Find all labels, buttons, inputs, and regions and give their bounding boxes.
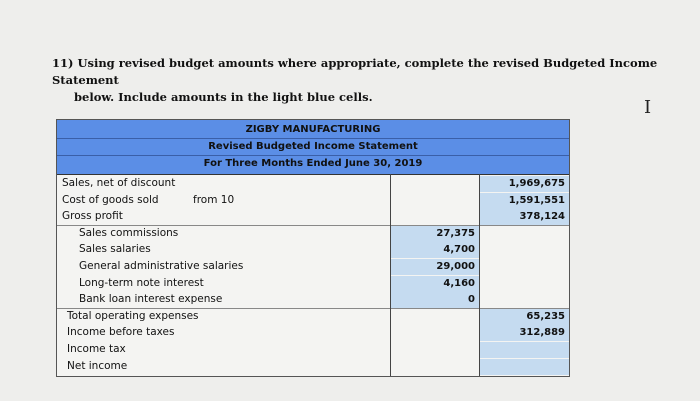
- amount-cell-col2[interactable]: [480, 242, 569, 258]
- question-line-2: below. Include amounts in the light blue cells.: [74, 90, 373, 104]
- table-row: [57, 342, 569, 358]
- table-row: [57, 292, 569, 308]
- table-row: [57, 325, 569, 341]
- amount-cell-col2[interactable]: [480, 342, 569, 358]
- amount-cell-col1[interactable]: [391, 176, 479, 192]
- amount-cell-col1[interactable]: [391, 342, 479, 358]
- table-row: [57, 193, 569, 209]
- amount-cell-col1[interactable]: [391, 359, 479, 375]
- amount-cell-col2[interactable]: [480, 226, 569, 242]
- table-row: [57, 309, 569, 325]
- row-label: General administrative salaries: [79, 260, 244, 272]
- statement-period: For Three Months Ended June 30, 2019: [203, 158, 423, 169]
- question-text: [52, 55, 700, 106]
- amount-cell-col2[interactable]: 1,969,675: [480, 176, 569, 192]
- table-row: [57, 242, 569, 258]
- amount-cell-col1[interactable]: 4,700: [391, 242, 479, 258]
- row-label: Gross profit: [62, 210, 123, 223]
- amount-cell-col1[interactable]: 4,160: [391, 276, 479, 292]
- amount-cell-col2[interactable]: 65,235: [480, 309, 569, 325]
- amount-cell-col2[interactable]: [480, 359, 569, 375]
- amount-cell-col1[interactable]: [391, 209, 479, 225]
- amount-cell-col1[interactable]: [391, 325, 479, 341]
- question-line-1: 11) Using revised budget amounts where appropriate, complete the revised Budgeted Income Statement: [52, 56, 658, 87]
- amount-cell-col2[interactable]: [480, 276, 569, 292]
- row-note: from 10: [193, 193, 235, 206]
- row-label: Net income: [67, 359, 128, 372]
- table-row: [57, 359, 569, 375]
- row-label: Income before taxes: [67, 326, 175, 339]
- amount-cell-col2[interactable]: 378,124: [480, 209, 569, 225]
- amount-cell-col2[interactable]: 1,591,551: [480, 193, 569, 209]
- table-row: [57, 259, 569, 275]
- row-label: Bank loan interest expense: [79, 293, 223, 306]
- statement-title: Revised Budgeted Income Statement: [208, 141, 418, 152]
- income-statement-table: [56, 119, 570, 377]
- amount-cell-col2[interactable]: 312,889: [480, 325, 569, 341]
- row-label: Long-term note interest: [79, 276, 204, 289]
- row-label: Income tax: [67, 343, 126, 355]
- statement-header: [57, 120, 569, 175]
- row-label: Cost of goods sold: [62, 193, 159, 206]
- amount-cell-col2[interactable]: [480, 292, 569, 308]
- row-label: Sales, net of discount: [62, 177, 176, 189]
- company-name: ZIGBY MANUFACTURING: [245, 124, 381, 135]
- table-row: [57, 209, 569, 225]
- amount-cell-col1[interactable]: 29,000: [391, 259, 479, 275]
- amount-cell-col1[interactable]: 0: [391, 292, 479, 308]
- amount-cell-col1[interactable]: [391, 193, 479, 209]
- row-label: Sales salaries: [79, 243, 151, 256]
- row-label: Total operating expenses: [67, 309, 199, 322]
- amount-cell-col1[interactable]: [391, 309, 479, 325]
- amount-cell-col1[interactable]: 27,375: [391, 226, 479, 242]
- table-row: [57, 276, 569, 292]
- row-label: Sales commissions: [79, 226, 179, 239]
- table-row: [57, 226, 569, 242]
- table-row: [57, 176, 569, 192]
- text-cursor-icon: I: [644, 97, 652, 118]
- amount-cell-col2[interactable]: [480, 259, 569, 275]
